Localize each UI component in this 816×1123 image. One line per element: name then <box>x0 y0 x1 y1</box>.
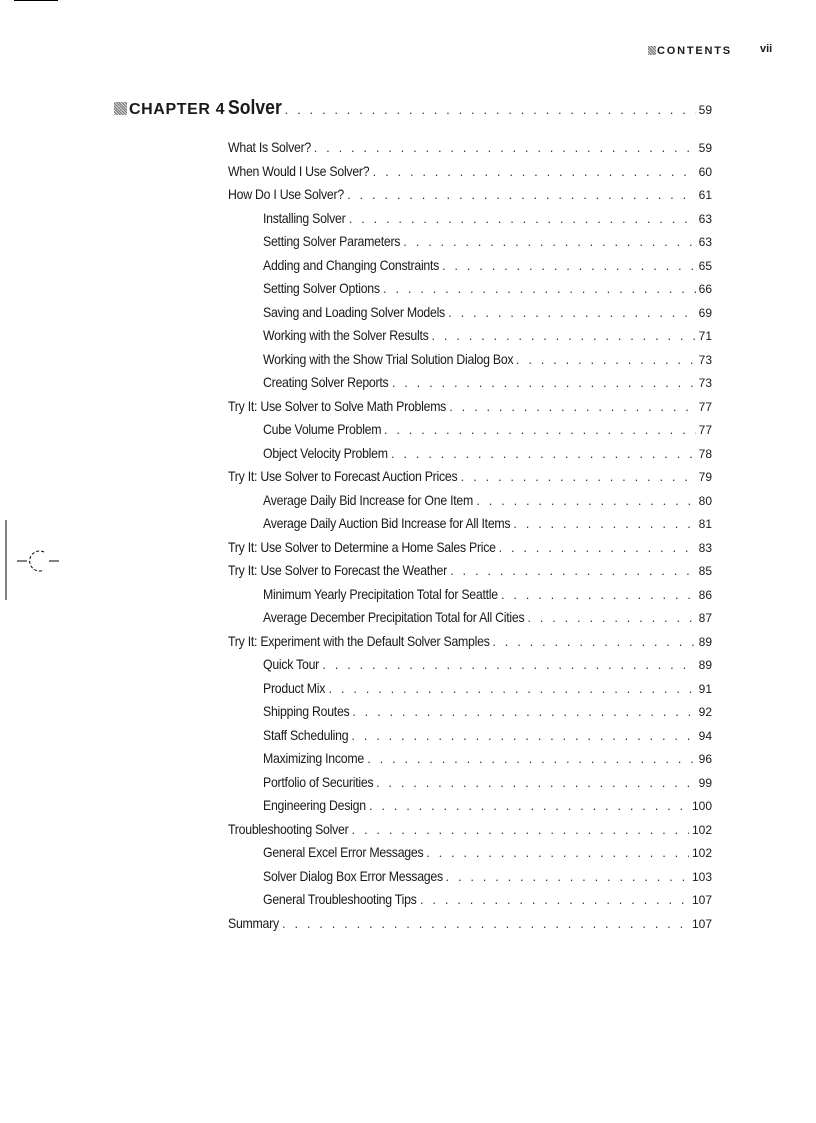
dot-leader <box>391 446 696 462</box>
dot-leader <box>376 775 696 791</box>
toc-entry[interactable] <box>228 398 712 415</box>
dot-leader <box>392 375 696 391</box>
toc-entry-title: Average Daily Auction Bid Increase for All Items <box>263 515 511 531</box>
chapter-label: CHAPTER 4 <box>114 101 225 119</box>
toc-entry-title: Working with the Solver Results <box>263 327 429 343</box>
toc-entry[interactable] <box>263 210 712 227</box>
dot-leader <box>442 258 696 274</box>
toc-entry-page: 94 <box>698 728 712 743</box>
toc-entry-title: Average Daily Bid Increase for One Item <box>263 491 473 508</box>
toc-entry-title: Saving and Loading Solver Models <box>263 303 445 320</box>
toc-entry-page: 89 <box>698 658 712 672</box>
toc-entry-page: 86 <box>698 587 712 602</box>
dot-leader <box>516 352 696 368</box>
toc-entry-title: Staff Scheduling <box>263 726 349 743</box>
dot-leader <box>492 634 695 650</box>
running-head-section: CONTENTS <box>648 45 732 57</box>
dot-leader <box>448 305 695 321</box>
dot-leader <box>501 587 696 603</box>
dot-leader <box>352 822 689 838</box>
toc-entry[interactable] <box>228 821 712 838</box>
toc-entry-title: General Troubleshooting Tips <box>263 891 417 907</box>
dot-leader <box>527 610 695 626</box>
chapter-page: 59 <box>698 103 712 117</box>
toc-entry[interactable] <box>263 351 712 368</box>
gray-block-icon <box>648 46 656 55</box>
toc-entry-page: 69 <box>698 305 712 320</box>
toc-entry-page: 77 <box>698 399 712 414</box>
toc-entry-page: 83 <box>698 540 712 555</box>
toc-entry-title: Working with the Show Trial Solution Dialog Box <box>263 350 514 367</box>
chapter-title-entry[interactable] <box>228 97 712 120</box>
toc-entry[interactable] <box>263 868 712 885</box>
toc-entry-page: 96 <box>698 752 712 766</box>
dot-leader <box>314 140 696 156</box>
dot-leader <box>450 563 696 579</box>
toc-entry[interactable] <box>263 680 712 697</box>
toc-entry-title: Troubleshooting Solver <box>228 820 349 837</box>
toc-entry-title: How Do I Use Solver? <box>228 186 344 202</box>
dot-leader <box>367 751 695 767</box>
dot-leader <box>426 845 689 861</box>
toc-entry-page: 81 <box>698 517 712 531</box>
toc-entry[interactable] <box>228 915 712 932</box>
dot-leader <box>513 516 695 532</box>
toc-entry[interactable] <box>228 562 712 579</box>
toc-entry-page: 89 <box>698 634 712 649</box>
toc-entry[interactable] <box>228 163 712 180</box>
toc-entry-page: 107 <box>691 893 712 907</box>
toc-entry-title: Portfolio of Securities <box>263 773 374 790</box>
dot-leader <box>461 469 696 485</box>
toc-entry-title: Minimum Yearly Precipitation Total for Seattle <box>263 585 498 602</box>
toc-entry-page: 66 <box>698 282 712 296</box>
toc-entry-page: 65 <box>698 258 712 273</box>
toc-entry-title: Average December Precipitation Total for All Cities <box>263 609 525 625</box>
toc-entry-title: What Is Solver? <box>228 139 312 155</box>
dot-leader <box>446 869 689 885</box>
dot-leader <box>351 728 695 744</box>
toc-entry-title: Quick Tour <box>263 656 320 672</box>
toc-entry[interactable] <box>263 656 712 673</box>
toc-entry-page: 73 <box>698 352 712 367</box>
page-number: vii <box>760 43 773 55</box>
toc-entry-page: 79 <box>698 470 712 484</box>
toc-entry[interactable] <box>263 445 712 462</box>
toc-entry[interactable] <box>263 609 712 626</box>
toc-entry-page: 78 <box>698 446 712 461</box>
registration-mark-icon <box>0 520 70 600</box>
toc-entry[interactable] <box>263 257 712 274</box>
toc-entry-title: Setting Solver Options <box>263 280 380 296</box>
toc-entry-title: When Would I Use Solver? <box>228 162 370 179</box>
toc-entry-page: 77 <box>698 423 712 437</box>
toc-entry[interactable] <box>263 797 712 814</box>
toc-entry-title: Object Velocity Problem <box>263 444 388 461</box>
toc-entry-title: Try It: Use Solver to Determine a Home Sales Price <box>228 538 496 555</box>
toc-entry-title: Try It: Use Solver to Solve Math Problems <box>228 397 447 414</box>
dot-leader <box>352 704 695 720</box>
toc-entry-page: 80 <box>698 493 712 508</box>
toc-entry[interactable] <box>228 539 712 556</box>
dot-leader <box>403 234 695 250</box>
toc-entry-page: 71 <box>698 329 712 343</box>
toc-entry-page: 107 <box>691 916 712 931</box>
toc-entry-title: Try It: Use Solver to Forecast Auction Prices <box>228 468 458 484</box>
toc-entry[interactable] <box>228 139 712 156</box>
toc-entry[interactable] <box>228 468 712 485</box>
toc-entry[interactable] <box>263 233 712 250</box>
dot-leader <box>285 102 696 118</box>
toc-entry-page: 92 <box>698 705 712 719</box>
dot-leader <box>322 657 695 673</box>
toc-entry[interactable] <box>228 186 712 203</box>
toc-entry-title: Product Mix <box>263 679 326 696</box>
toc-entry[interactable] <box>263 304 712 321</box>
toc-entry-title: Try It: Experiment with the Default Solver Samples <box>228 632 490 649</box>
toc-entry[interactable] <box>263 280 712 297</box>
toc-entry[interactable] <box>263 515 712 532</box>
gray-block-icon <box>114 102 127 115</box>
dot-leader <box>499 540 696 556</box>
toc-entry-title: Maximizing Income <box>263 750 364 766</box>
toc-entry[interactable] <box>263 891 712 908</box>
toc-entry[interactable] <box>263 844 712 861</box>
toc-entry-title: General Excel Error Messages <box>263 844 424 860</box>
toc-entry-page: 85 <box>698 564 712 578</box>
toc-entry-title: Try It: Use Solver to Forecast the Weather <box>228 562 447 578</box>
toc-entry[interactable] <box>263 727 712 744</box>
toc-entry[interactable] <box>263 327 712 344</box>
dot-leader <box>476 493 695 509</box>
toc-entry-title: Cube Volume Problem <box>263 421 382 437</box>
toc-entry-title: Adding and Changing Constraints <box>263 256 440 273</box>
running-head <box>600 45 780 61</box>
toc-entry[interactable] <box>263 774 712 791</box>
toc-entry-title: Solver Dialog Box Error Messages <box>263 867 443 884</box>
dot-leader <box>369 798 689 814</box>
toc-entry-title: Installing Solver <box>263 209 346 226</box>
toc-entry-title: Summary <box>228 914 279 931</box>
toc-entry-page: 63 <box>698 211 712 226</box>
dot-leader <box>347 187 695 203</box>
toc-entry[interactable] <box>263 374 712 391</box>
toc-entry-title: Setting Solver Parameters <box>263 233 401 249</box>
toc-entry-page: 100 <box>691 799 712 813</box>
dot-leader <box>373 164 696 180</box>
toc-entry[interactable] <box>263 492 712 509</box>
toc-entry-page: 87 <box>698 611 712 625</box>
dot-leader <box>328 681 695 697</box>
toc-entry-title: Shipping Routes <box>263 703 350 719</box>
toc-entry-page: 99 <box>698 775 712 790</box>
toc-entry-title: Creating Solver Reports <box>263 374 389 390</box>
toc-entry-page: 102 <box>691 822 712 837</box>
toc-entry-page: 63 <box>698 235 712 249</box>
dot-leader <box>349 211 696 227</box>
toc-entry-page: 102 <box>691 846 712 860</box>
toc-entry[interactable] <box>263 750 712 767</box>
toc-entry-page: 60 <box>698 164 712 179</box>
toc-entry[interactable] <box>263 586 712 603</box>
crop-mark <box>14 0 58 1</box>
toc-entry-page: 103 <box>691 869 712 884</box>
toc-entry-page: 61 <box>698 188 712 202</box>
dot-leader <box>449 399 695 415</box>
dot-leader <box>431 328 695 344</box>
dot-leader <box>282 916 689 932</box>
toc-entry-page: 91 <box>698 681 712 696</box>
dot-leader <box>420 892 689 908</box>
dot-leader <box>383 281 696 297</box>
chapter-title: Solver <box>228 97 282 119</box>
toc-entry[interactable] <box>228 633 712 650</box>
toc-entry[interactable] <box>263 703 712 720</box>
toc-entry[interactable] <box>263 421 712 438</box>
toc-entry-page: 73 <box>698 376 712 390</box>
toc-entry-title: Engineering Design <box>263 797 366 813</box>
dot-leader <box>384 422 696 438</box>
toc-entry-page: 59 <box>698 141 712 155</box>
